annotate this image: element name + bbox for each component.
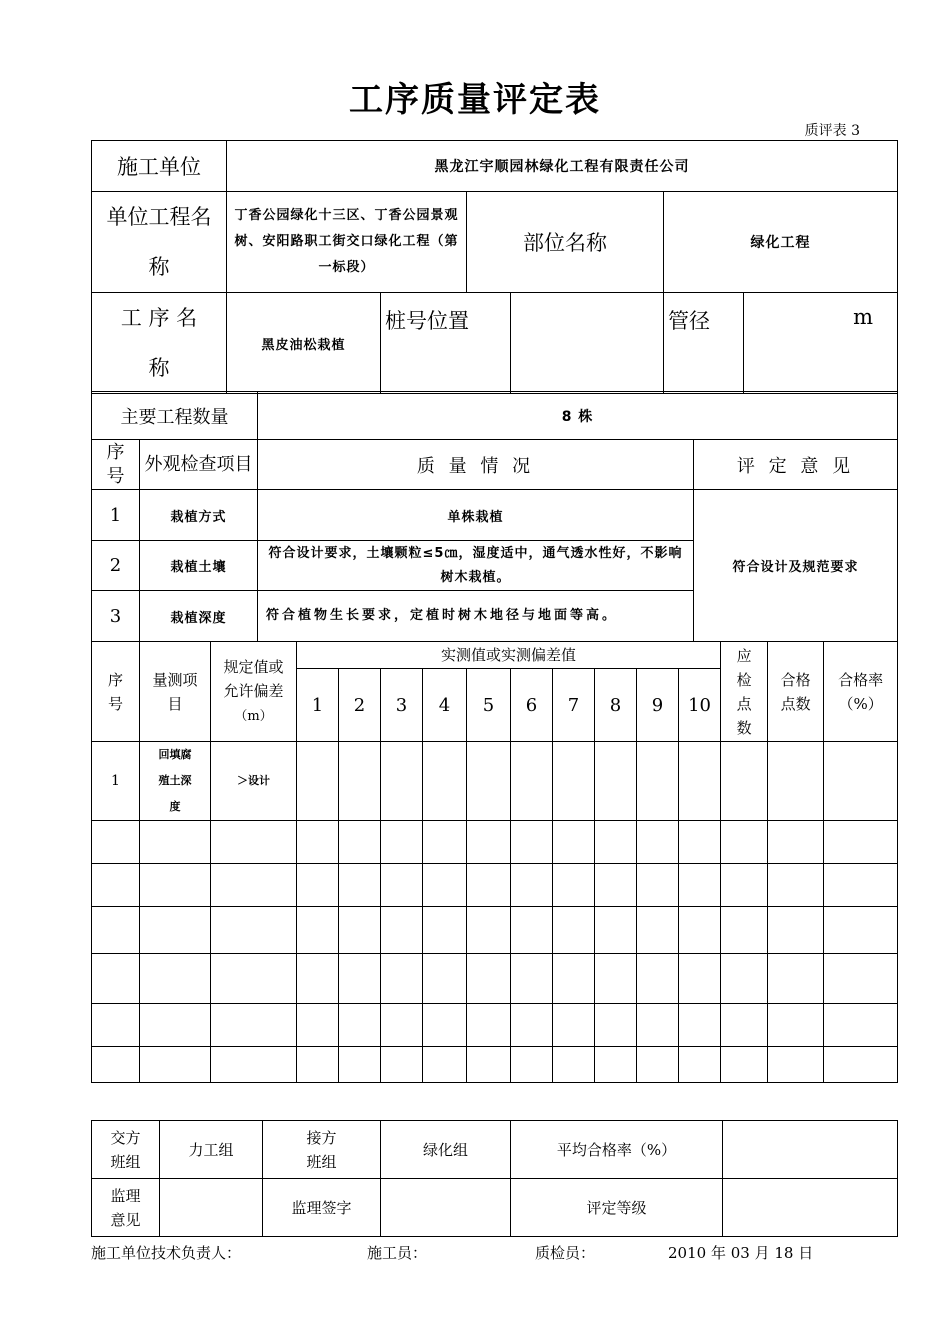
- inspection-row-quality: 单株栽植: [258, 490, 694, 541]
- footer: [91, 1242, 897, 1262]
- measurement-row-item: 回填腐殖土深度: [140, 742, 211, 821]
- inspection-row-no: 2: [92, 541, 140, 591]
- measurement-index: 1: [297, 669, 339, 742]
- inspection-row-item: 栽植方式: [140, 490, 258, 541]
- inspection-row-item: 栽植土壤: [140, 541, 258, 591]
- quantity-value: 8 株: [258, 392, 898, 440]
- measurement-col-measured: 实测值或实测偏差值: [297, 642, 721, 669]
- process-name-label: 工 序 名 称: [92, 293, 227, 394]
- project-name-value: 丁香公园绿化十三区、丁香公园景观树、安阳路职工街交口绿化工程（第一标段）: [227, 192, 467, 293]
- supervision-opinion-value: [160, 1179, 263, 1237]
- inspection-opinion-value: 符合设计及规范要求: [694, 490, 898, 642]
- receive-team-label: 接方班组: [263, 1121, 381, 1179]
- avg-pass-rate-value: [723, 1121, 898, 1179]
- stake-position-value: [511, 293, 664, 394]
- worker-label: 施工员：: [367, 1244, 428, 1262]
- measurement-col-points: 应检点数: [721, 642, 768, 742]
- measurement-table: [91, 641, 898, 1083]
- tech-lead-label: 施工单位技术负责人：: [91, 1244, 242, 1262]
- construction-unit-label: 施工单位: [92, 141, 227, 192]
- pipe-diameter-label: 管径: [664, 293, 744, 394]
- construction-unit-value: 黑龙江宇顺园林绿化工程有限责任公司: [227, 141, 898, 192]
- inspection-row: [92, 490, 898, 541]
- measurement-col-allow-unit: （m）: [234, 708, 273, 724]
- measurement-col-allow: 规定值或允许偏差: [223, 657, 284, 700]
- signoff-table: [91, 1120, 898, 1237]
- page-title: 工序质量评定表: [349, 80, 601, 120]
- inspection-row-item: 栽植深度: [140, 591, 258, 642]
- inspection-row-no: 3: [92, 591, 140, 642]
- measurement-row-no: 1: [92, 742, 140, 821]
- measurement-col-pass-points: 合格点数: [768, 642, 824, 742]
- inspector-label: 质检员：: [535, 1244, 596, 1262]
- pipe-diameter-unit: m: [744, 293, 898, 394]
- measurement-col-no: 序号: [92, 642, 140, 742]
- inspection-row-quality: 符合植物生长要求，定植时树木地径与地面等高。: [258, 591, 694, 642]
- measurement-index: 5: [467, 669, 511, 742]
- inspection-col-item: 外观检查项目: [140, 440, 258, 490]
- date: 2010 年 03 月 18 日: [668, 1244, 814, 1262]
- part-name-label: 部位名称: [467, 192, 664, 293]
- handover-team-label: 交方班组: [92, 1121, 160, 1179]
- inspection-row-no: 1: [92, 490, 140, 541]
- grade-label: 评定等级: [511, 1179, 723, 1237]
- supervision-opinion-label: 监理意见: [92, 1179, 160, 1237]
- supervision-sign-label: 监理签字: [263, 1179, 381, 1237]
- measurement-row: [92, 864, 898, 907]
- inspection-col-no: 序号: [92, 440, 140, 490]
- measurement-col-item: 量测项目: [140, 642, 211, 742]
- measurement-index: 6: [511, 669, 553, 742]
- measurement-row-allow: ＞设计: [211, 742, 297, 821]
- measurement-index: 2: [339, 669, 381, 742]
- measurement-index: 3: [381, 669, 423, 742]
- process-name-value: 黑皮油松栽植: [227, 293, 381, 394]
- measurement-row: [92, 821, 898, 864]
- handover-team-value: 力工组: [160, 1121, 263, 1179]
- measurement-col-pass-rate: 合格率（%）: [824, 642, 898, 742]
- inspection-col-opinion: 评 定 意 见: [694, 440, 898, 490]
- receive-team-value: 绿化组: [381, 1121, 511, 1179]
- quantity-label: 主要工程数量: [92, 392, 258, 440]
- measurement-row: [92, 742, 898, 821]
- grade-value: [723, 1179, 898, 1237]
- header-table: [91, 140, 898, 394]
- inspection-row-quality: 符合设计要求，土壤颗粒≤5㎝，湿度适中，通气透水性好，不影响树木栽植。: [258, 541, 694, 591]
- measurement-row: [92, 954, 898, 1004]
- avg-pass-rate-label: 平均合格率（%）: [511, 1121, 723, 1179]
- inspection-col-quality: 质 量 情 况: [258, 440, 694, 490]
- measurement-index: 8: [595, 669, 637, 742]
- project-name-label: 单位工程名称: [92, 192, 227, 293]
- measurement-index: 7: [553, 669, 595, 742]
- stake-position-label: 桩号位置: [381, 293, 511, 394]
- measurement-index: 10: [679, 669, 721, 742]
- supervision-sign-value: [381, 1179, 511, 1237]
- measurement-index: 9: [637, 669, 679, 742]
- inspection-table: [91, 391, 898, 642]
- part-name-value: 绿化工程: [664, 192, 898, 293]
- measurement-row: [92, 907, 898, 954]
- measurement-index: 4: [423, 669, 467, 742]
- measurement-row: [92, 1004, 898, 1047]
- measurement-row: [92, 1047, 898, 1083]
- form-number: 质评表 3: [804, 123, 860, 139]
